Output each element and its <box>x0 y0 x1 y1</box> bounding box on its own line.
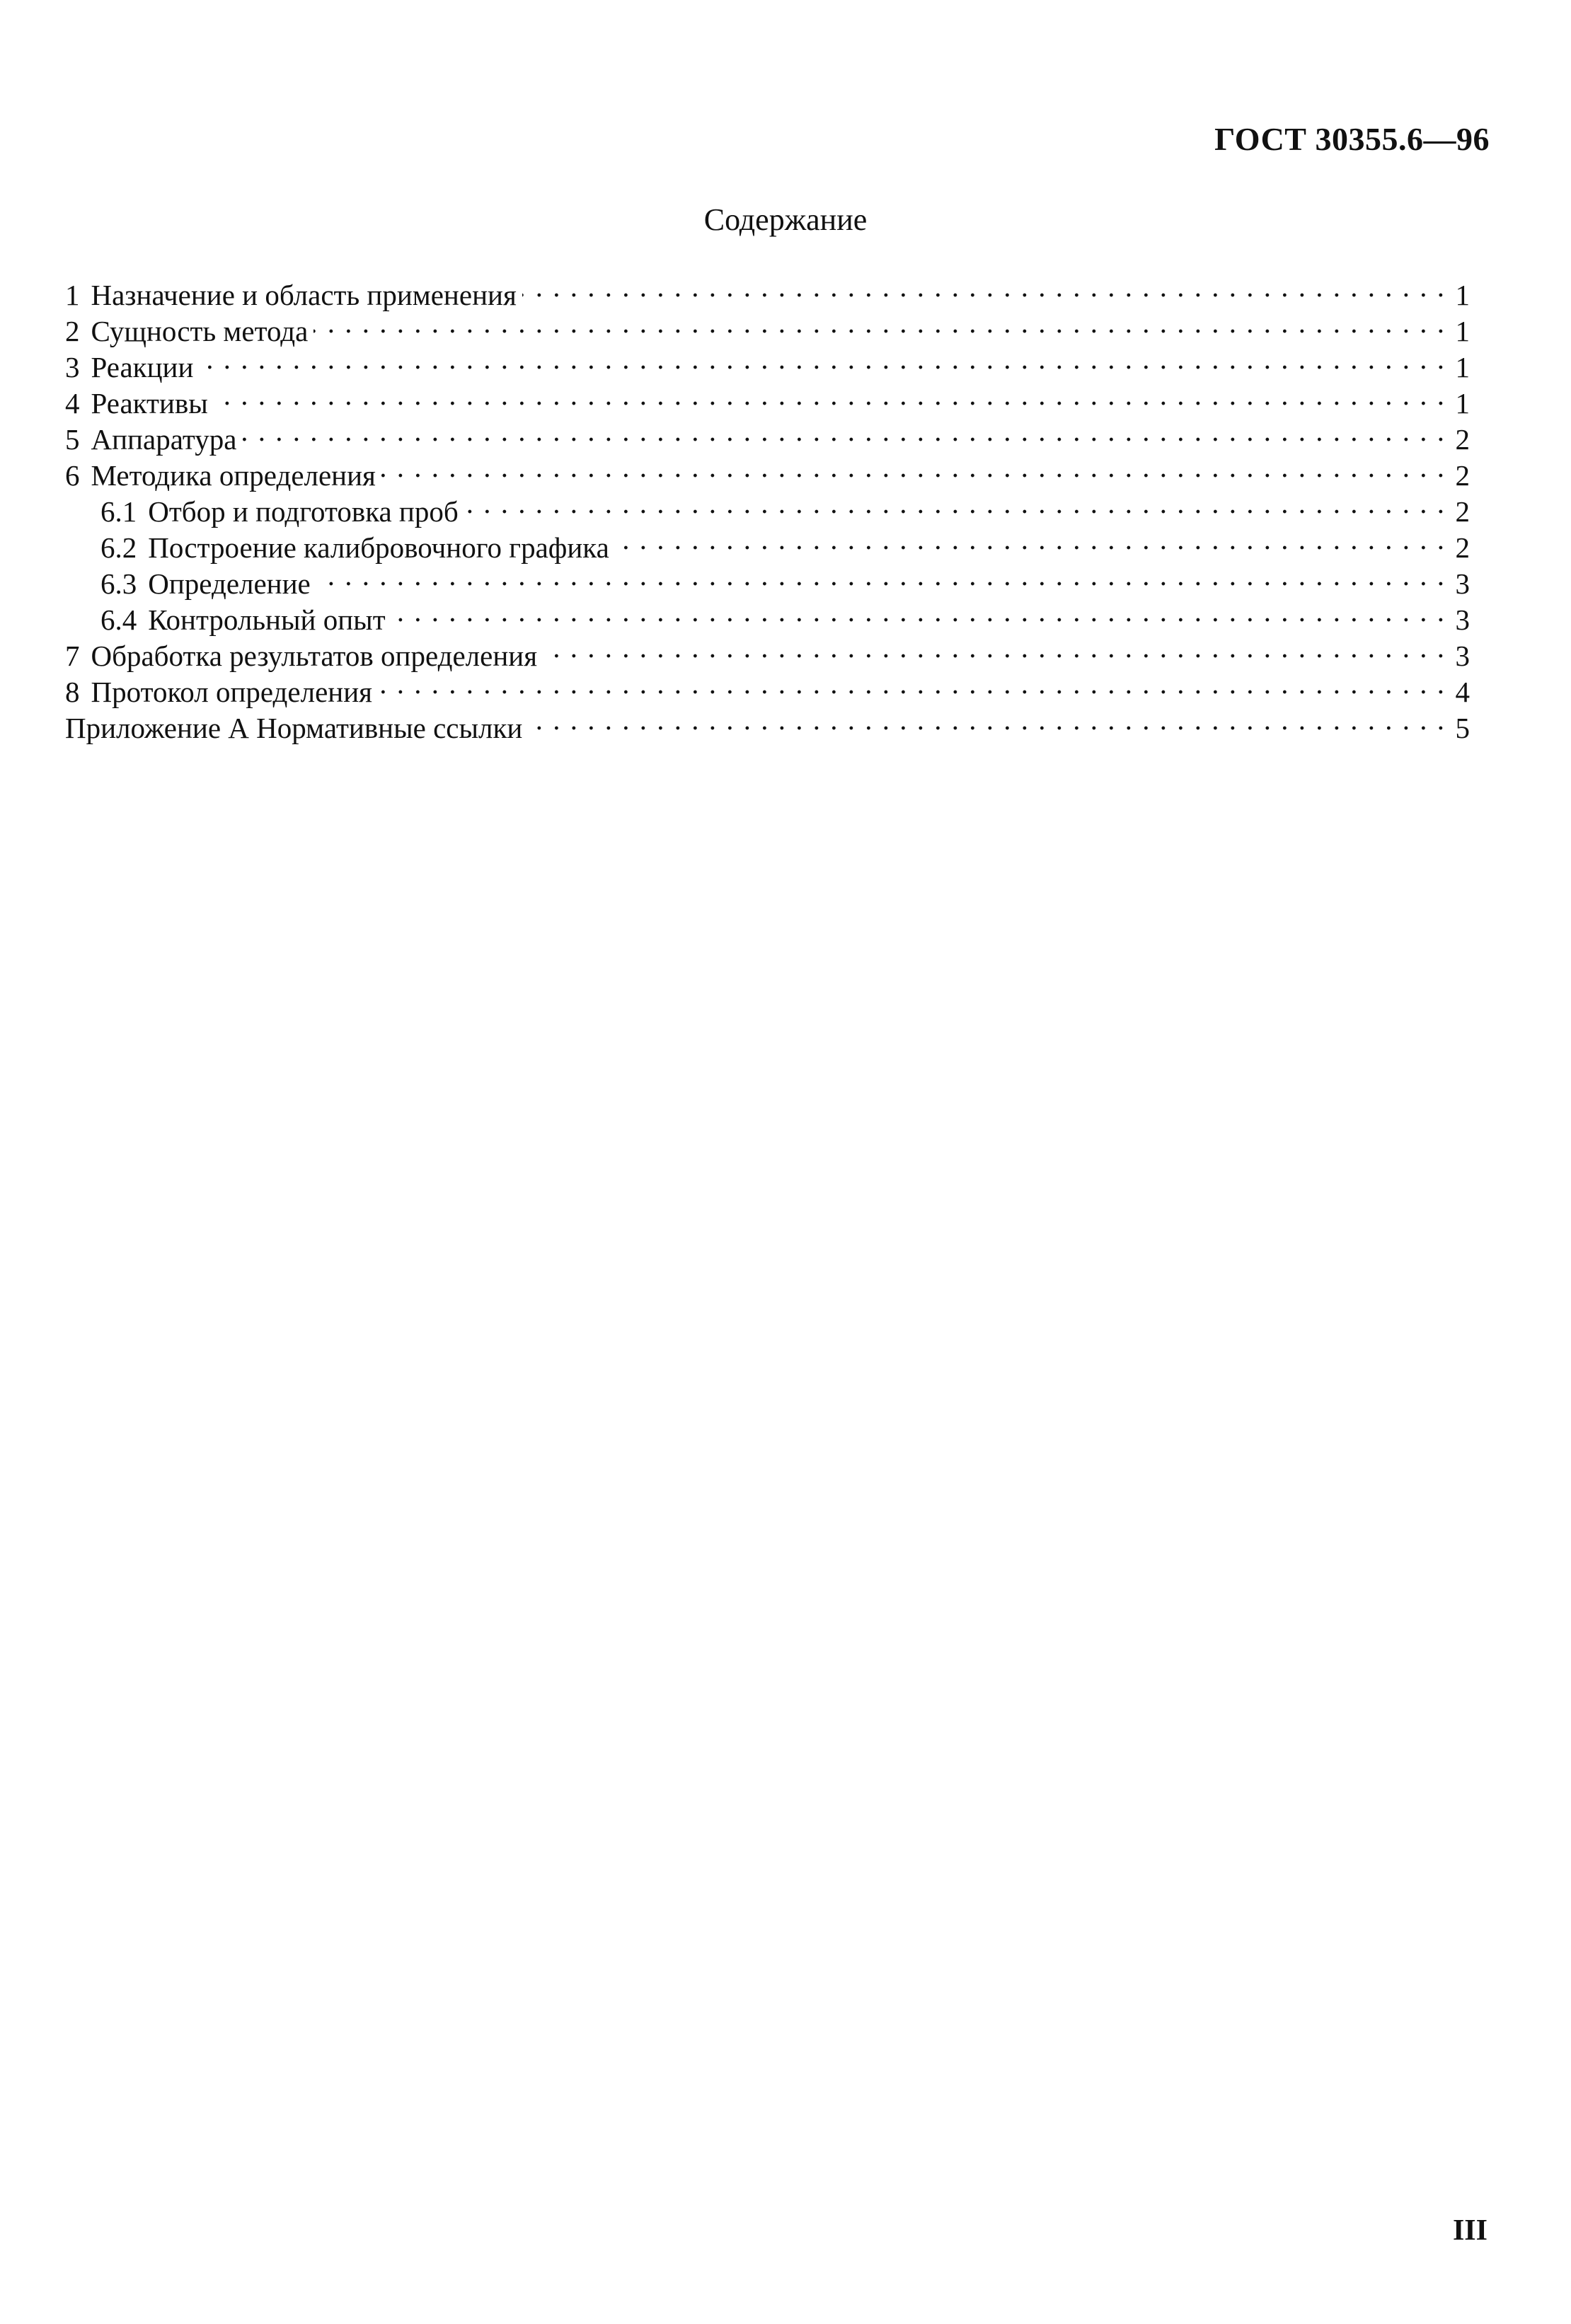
toc-entry-title: Реактивы <box>91 387 208 420</box>
toc-dot-leader <box>313 305 1446 341</box>
toc-entry-page: 2 <box>1455 495 1470 528</box>
toc-entry-number: 6.3 <box>100 567 137 600</box>
document-code: ГОСТ 30355.6—96 <box>1214 121 1490 157</box>
toc-entry-title: Сущность метода <box>91 315 309 347</box>
toc-dot-leader <box>242 413 1446 449</box>
toc-entry-title: Протокол определения <box>91 676 373 708</box>
toc-dot-leader <box>615 521 1446 557</box>
toc-entry-number: 6 <box>65 459 80 492</box>
toc-dot-leader <box>381 449 1446 485</box>
toc-entry-number: 6.2 <box>100 531 137 564</box>
toc-entry-title: Определение <box>148 567 311 600</box>
toc-entry[interactable] <box>65 341 1470 383</box>
toc-entry[interactable] <box>65 377 1470 420</box>
toc-dot-leader <box>316 557 1446 594</box>
toc-dot-leader <box>391 594 1446 630</box>
toc-entry-page: 5 <box>1455 712 1470 744</box>
toc-entry-title: Построение калибровочного графика <box>148 531 609 564</box>
toc-entry-page: 1 <box>1455 351 1470 383</box>
toc-entry-page: 3 <box>1455 640 1470 672</box>
toc-entry-number: 4 <box>65 387 80 420</box>
toc-entry-title: Обработка результатов определения <box>91 640 538 672</box>
toc-entry[interactable] <box>65 269 1470 311</box>
toc-entry-page: 3 <box>1455 567 1470 600</box>
toc-entry-number: 1 <box>65 279 80 311</box>
toc-entry[interactable] <box>65 449 1470 492</box>
toc-entry-page: 2 <box>1455 459 1470 492</box>
toc-entry-title: Аппаратура <box>91 423 237 456</box>
toc-entry-number: 5 <box>65 423 80 456</box>
toc-entry-number: 8 <box>65 676 80 708</box>
toc-entry[interactable] <box>65 413 1470 456</box>
toc-entry-number: 2 <box>65 315 80 347</box>
toc-entry-title: Назначение и область применения <box>91 279 517 311</box>
toc-entry-page: 1 <box>1455 387 1470 420</box>
toc-entry-page: 4 <box>1455 676 1470 708</box>
toc-entry-title: Реакции <box>91 351 194 383</box>
table-of-contents <box>65 269 1470 744</box>
toc-entry-title: Приложение А Нормативные ссылки <box>65 712 523 744</box>
toc-entry-title: Отбор и подготовка проб <box>148 495 459 528</box>
toc-entry-page: 3 <box>1455 603 1470 636</box>
toc-dot-leader <box>528 702 1446 738</box>
toc-entry-number: 3 <box>65 351 80 383</box>
toc-entry-title: Методика определения <box>91 459 376 492</box>
toc-dot-leader <box>522 269 1446 305</box>
toc-entry-page: 2 <box>1455 531 1470 564</box>
toc-entry-page: 2 <box>1455 423 1470 456</box>
toc-entry-page: 1 <box>1455 279 1470 311</box>
toc-entry-number: 6.4 <box>100 603 137 636</box>
toc-entry-title: Контрольный опыт <box>148 603 386 636</box>
toc-entry-number: 7 <box>65 640 80 672</box>
page-number: III <box>1452 2214 1487 2247</box>
toc-dot-leader <box>464 485 1446 521</box>
toc-dot-leader <box>199 341 1446 377</box>
toc-entry-page: 1 <box>1455 315 1470 347</box>
toc-dot-leader <box>378 666 1446 702</box>
toc-dot-leader <box>543 630 1446 666</box>
toc-dot-leader <box>214 377 1446 413</box>
toc-entry-number: 6.1 <box>100 495 137 528</box>
toc-title: Содержание <box>703 202 868 237</box>
